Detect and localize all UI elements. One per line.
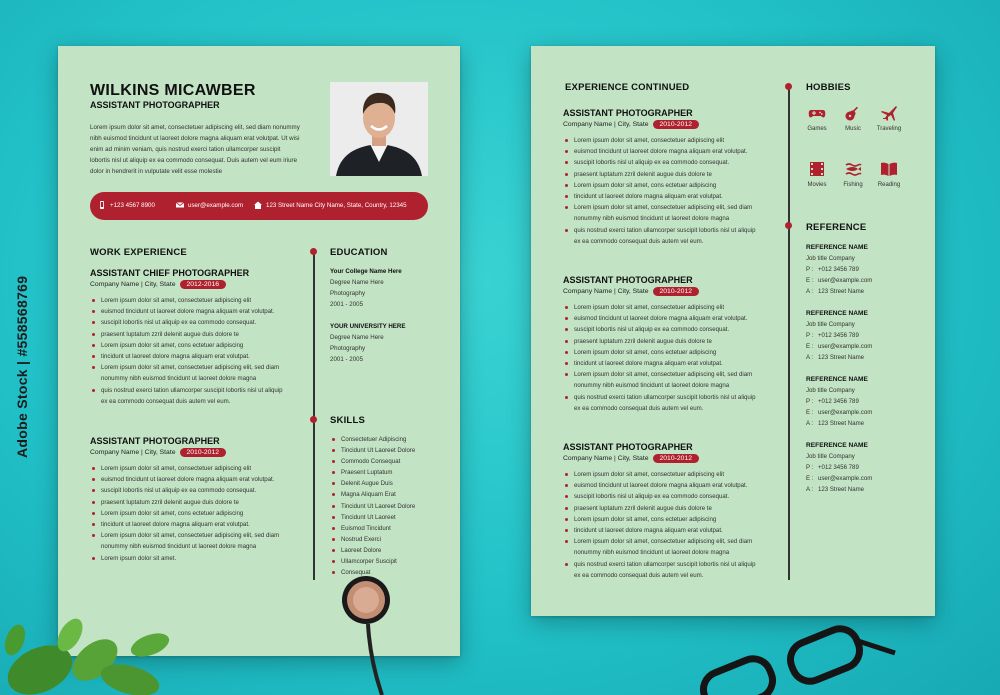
candidate-name: WILKINS MICAWBER	[90, 82, 256, 99]
job-bullet: ex ea commodo consequat duis autem vel eum.	[574, 237, 704, 245]
reference-name: REFERENCE NAME	[806, 442, 868, 449]
job-company-line	[563, 454, 778, 463]
job-bullet: nonummy nibh euismod tincidunt ut laoreet dolore magna	[574, 549, 730, 557]
envelope-icon	[176, 201, 184, 209]
contact-phone-text: +123 4567 8900	[110, 201, 155, 209]
reference-job: Job title Company	[806, 321, 855, 328]
reference-email-key: E :	[806, 409, 814, 416]
job-bullet: Lorem ipsum dolor sit amet, cons ectetuer adipiscing	[563, 514, 778, 525]
reference-email: user@example.com	[818, 409, 873, 416]
reference-address-key: A :	[806, 288, 814, 295]
work-experience-heading: WORK EXPERIENCE	[90, 247, 187, 258]
continued-job-entry-1	[563, 108, 778, 247]
reference-phone-row	[806, 462, 926, 473]
skill-item: Commodo Consequat	[330, 456, 455, 467]
job-bullet: Lorem ipsum dolor sit amet, consectetuer adipiscing elit, sed diam	[563, 202, 778, 213]
intro-paragraph: Lorem ipsum dolor sit amet, consectetuer adipiscing elit, sed diam nonummy nibh euismod tincidunt ut laoreet dolore magna aliquam erat volutpat. Ut wisi enim ad minim veniam, quis nostrud exerci tation ullamcorper suscipit lobortis nisl ut aliquip ex ea commodo consequat. Duis autem vel eum iriure dolor in hendrerit in vulputate velit esse molestie	[90, 124, 300, 175]
phone-icon	[98, 201, 106, 209]
reference-address-row	[806, 286, 926, 297]
divider-dot	[785, 83, 792, 90]
skill-item: Magna Aliquam Erat	[330, 489, 455, 500]
job-bullet: nonummy nibh euismod tincidunt ut laoreet dolore magna	[101, 543, 257, 551]
reference-address: 123 Street Name	[818, 288, 865, 295]
reference-entry-3	[806, 374, 926, 429]
reference-email-key: E :	[806, 475, 814, 482]
skill-item: Tincidunt Ut Laoreet Dolore	[330, 501, 455, 512]
skill-item: Tincidunt Ut Laoreet	[330, 512, 455, 523]
contact-bar	[90, 192, 428, 220]
reference-phone-row	[806, 264, 926, 275]
reference-email-row	[806, 473, 926, 484]
job-bullet: suscipit lobortis nisl ut aliquip ex ea commodo consequat.	[90, 485, 300, 496]
column-divider	[788, 88, 790, 580]
job-date-badge: 2012-2016	[180, 280, 227, 289]
job-bullet-list	[90, 463, 300, 564]
hobby-games	[799, 104, 835, 132]
job-bullet-list	[563, 135, 778, 247]
reference-job: Job title Company	[806, 453, 855, 460]
job-bullet: tincidunt ut laoreet dolore magna aliquam erat volutpat.	[563, 191, 778, 202]
job-title: ASSISTANT PHOTOGRAPHER	[563, 442, 693, 452]
reference-address: 123 Street Name	[818, 354, 865, 361]
job-bullet: praesent luptatum zzril delenit augue duis dolore te	[90, 497, 300, 508]
job-date-badge: 2010-2012	[653, 454, 700, 463]
contact-address-text: 123 Street Name City Name, State, Country, 12345	[266, 201, 407, 209]
job-bullet: quis nostrud exerci tation ullamcorper suscipit lobortis nisl ut aliquip	[563, 559, 778, 570]
job-date-badge: 2010-2012	[653, 287, 700, 296]
job-bullet: tincidunt ut laoreet dolore magna aliquam erat volutpat.	[563, 525, 778, 536]
hobby-fishing	[835, 160, 871, 188]
reference-name: REFERENCE NAME	[806, 244, 868, 251]
reference-email-row	[806, 275, 926, 286]
job-entry-2	[90, 436, 300, 564]
hobby-label: Fishing	[843, 182, 863, 188]
reference-email: user@example.com	[818, 343, 873, 350]
hobby-label: Games	[807, 126, 827, 132]
reference-phone-key: P :	[806, 464, 814, 471]
contact-phone	[98, 201, 155, 209]
hobby-traveling	[871, 104, 907, 132]
job-bullet: Lorem ipsum dolor sit amet, consectetuer adipiscing elit, sed diam	[90, 362, 300, 373]
reference-address-row	[806, 484, 926, 495]
job-bullet: Lorem ipsum dolor sit amet, consectetuer adipiscing elit	[563, 302, 778, 313]
skill-item: Praesent Luptatum	[330, 467, 455, 478]
reference-entry-1	[806, 242, 926, 297]
job-bullet: Lorem ipsum dolor sit amet, cons ectetuer adipiscing	[90, 340, 300, 351]
hobby-music	[835, 104, 871, 132]
job-company-line	[563, 120, 778, 129]
reference-phone: +012 3456 789	[818, 464, 859, 471]
skill-item: Consectetuer Adipiscing	[330, 434, 455, 445]
job-company: Company Name | City, State	[563, 288, 649, 295]
job-title: ASSISTANT PHOTOGRAPHER	[90, 436, 220, 446]
job-bullet: Lorem ipsum dolor sit amet, consectetuer adipiscing elit, sed diam	[563, 369, 778, 380]
reference-address-key: A :	[806, 486, 814, 493]
profile-photo	[330, 82, 428, 176]
job-title: ASSISTANT PHOTOGRAPHER	[563, 275, 693, 285]
reference-email: user@example.com	[818, 475, 873, 482]
reference-phone-key: P :	[806, 332, 814, 339]
reference-entry-2	[806, 308, 926, 363]
book-icon	[880, 160, 898, 178]
education-school: Your College Name Here	[330, 268, 402, 275]
guitar-icon	[844, 104, 862, 122]
job-bullet-list	[90, 295, 300, 407]
hobby-reading	[871, 160, 907, 188]
hobby-movies	[799, 160, 835, 188]
candidate-role: ASSISTANT PHOTOGRAPHER	[90, 100, 220, 110]
reference-email-row	[806, 407, 926, 418]
reference-address: 123 Street Name	[818, 420, 865, 427]
airplane-icon	[880, 104, 898, 122]
job-bullet: euismod tincidunt ut laoreet dolore magna aliquam erat volutpat.	[90, 306, 300, 317]
job-bullet: quis nostrud exerci tation ullamcorper suscipit lobortis nisl ut aliquip	[563, 225, 778, 236]
job-bullet: Lorem ipsum dolor sit amet, cons ectetuer adipiscing	[563, 180, 778, 191]
job-company: Company Name | City, State	[563, 455, 649, 462]
job-date-badge: 2010-2012	[180, 448, 227, 457]
job-bullet: ex ea commodo consequat duis autem vel eum.	[101, 397, 231, 405]
job-company: Company Name | City, State	[90, 281, 176, 288]
home-icon	[254, 201, 262, 209]
contact-email-text: user@example.com	[188, 201, 244, 209]
job-bullet: nonummy nibh euismod tincidunt ut laoreet dolore magna	[574, 215, 730, 223]
resume-page-2	[531, 46, 935, 616]
divider-dot	[310, 248, 317, 255]
job-bullet: Lorem ipsum dolor sit amet, consectetuer adipiscing elit	[563, 135, 778, 146]
reference-email-key: E :	[806, 343, 814, 350]
reference-job: Job title Company	[806, 387, 855, 394]
reference-phone-key: P :	[806, 266, 814, 273]
education-degree: Degree Name Here	[330, 334, 384, 341]
education-degree: Degree Name Here	[330, 279, 384, 286]
reference-phone-key: P :	[806, 398, 814, 405]
contact-address	[254, 201, 407, 209]
job-bullet: Lorem ipsum dolor sit amet, consectetuer adipiscing elit	[90, 295, 300, 306]
job-bullet: Lorem ipsum dolor sit amet, consectetuer adipiscing elit, sed diam	[90, 530, 300, 541]
education-heading: EDUCATION	[330, 247, 388, 258]
hobby-label: Reading	[877, 182, 901, 188]
reference-email: user@example.com	[818, 277, 873, 284]
gamepad-icon	[808, 104, 826, 122]
job-bullet: tincidunt ut laoreet dolore magna aliquam erat volutpat.	[90, 519, 300, 530]
education-entry-2	[330, 321, 450, 365]
basil-plant-decoration	[0, 600, 190, 695]
job-bullet: nonummy nibh euismod tincidunt ut laoreet dolore magna	[574, 382, 730, 390]
stock-watermark: Adobe Stock | #558568769	[14, 275, 30, 458]
job-company-line	[563, 287, 778, 296]
job-bullet-list	[563, 469, 778, 581]
job-bullet: suscipit lobortis nisl ut aliquip ex ea commodo consequat.	[563, 157, 778, 168]
education-years: 2001 - 2005	[330, 356, 364, 363]
job-company: Company Name | City, State	[563, 121, 649, 128]
job-bullet: Lorem ipsum dolor sit amet, consectetuer adipiscing elit	[563, 469, 778, 480]
job-bullet: nonummy nibh euismod tincidunt ut laoreet dolore magna	[101, 375, 257, 383]
job-bullet: Lorem ipsum dolor sit amet, consectetuer adipiscing elit, sed diam	[563, 536, 778, 547]
skill-item: Nostrud Exerci	[330, 534, 455, 545]
job-bullet: praesent luptatum zzril delenit augue duis dolore te	[563, 169, 778, 180]
reference-address: 123 Street Name	[818, 486, 865, 493]
skill-item: Delenit Augue Duis	[330, 478, 455, 489]
fish-icon	[844, 160, 862, 178]
job-bullet: euismod tincidunt ut laoreet dolore magna aliquam erat volutpat.	[563, 480, 778, 491]
continued-job-entry-3	[563, 442, 778, 581]
skills-list	[330, 434, 455, 578]
reference-name: REFERENCE NAME	[806, 376, 868, 383]
skill-item: Tincidunt Ut Laoreet Dolore	[330, 445, 455, 456]
reference-address-key: A :	[806, 420, 814, 427]
job-bullet: suscipit lobortis nisl ut aliquip ex ea commodo consequat.	[563, 491, 778, 502]
skill-item: Laoreet Dolore	[330, 545, 455, 556]
job-date-badge: 2010-2012	[653, 120, 700, 129]
job-bullet: praesent luptatum zzril delenit augue duis dolore te	[563, 503, 778, 514]
film-icon	[808, 160, 826, 178]
eyeglasses-decoration	[695, 625, 900, 695]
education-field: Photography	[330, 345, 366, 352]
contact-email	[176, 201, 243, 209]
job-entry-1	[90, 268, 300, 407]
job-bullet: tincidunt ut laoreet dolore magna aliquam erat volutpat.	[90, 351, 300, 362]
reference-heading: REFERENCE	[806, 222, 867, 233]
reference-phone: +012 3456 789	[818, 266, 859, 273]
reference-phone-row	[806, 330, 926, 341]
reference-phone-row	[806, 396, 926, 407]
job-bullet: suscipit lobortis nisl ut aliquip ex ea commodo consequat.	[90, 317, 300, 328]
reference-address-key: A :	[806, 354, 814, 361]
divider-dot	[310, 416, 317, 423]
job-bullet: ex ea commodo consequat duis autem vel eum.	[574, 571, 704, 579]
reference-phone: +012 3456 789	[818, 398, 859, 405]
reference-email-row	[806, 341, 926, 352]
skill-item: Ullamcorper Suscipit	[330, 556, 455, 567]
continued-job-entry-2	[563, 275, 778, 414]
job-bullet-list	[563, 302, 778, 414]
reference-name: REFERENCE NAME	[806, 310, 868, 317]
job-bullet: praesent luptatum zzril delenit augue duis dolore te	[90, 329, 300, 340]
job-company: Company Name | City, State	[90, 449, 176, 456]
hobby-label: Music	[845, 126, 861, 132]
reference-address-row	[806, 418, 926, 429]
job-bullet: euismod tincidunt ut laoreet dolore magna aliquam erat volutpat.	[90, 474, 300, 485]
hobby-label: Movies	[807, 182, 827, 188]
education-years: 2001 - 2005	[330, 301, 364, 308]
job-company-line	[90, 280, 300, 289]
education-field: Photography	[330, 290, 366, 297]
job-bullet: praesent luptatum zzril delenit augue duis dolore te	[563, 336, 778, 347]
skill-item: Consequat	[330, 567, 455, 578]
skills-heading: SKILLS	[330, 415, 365, 426]
job-bullet: suscipit lobortis nisl ut aliquip ex ea commodo consequat.	[563, 324, 778, 335]
job-bullet: euismod tincidunt ut laoreet dolore magna aliquam erat volutpat.	[563, 313, 778, 324]
job-bullet: Lorem ipsum dolor sit amet.	[90, 553, 300, 564]
job-bullet: Lorem ipsum dolor sit amet, cons ectetuer adipiscing	[563, 347, 778, 358]
hobby-label: Traveling	[876, 126, 902, 132]
education-school: YOUR UNIVERSITY HERE	[330, 323, 406, 330]
reference-phone: +012 3456 789	[818, 332, 859, 339]
reference-job: Job title Company	[806, 255, 855, 262]
camera-lens-decoration	[340, 570, 410, 695]
reference-entry-4	[806, 440, 926, 495]
job-bullet: Lorem ipsum dolor sit amet, cons ectetuer adipiscing	[90, 508, 300, 519]
experience-continued-heading: EXPERIENCE CONTINUED	[565, 82, 690, 93]
job-bullet: Lorem ipsum dolor sit amet, consectetuer adipiscing elit	[90, 463, 300, 474]
job-bullet: euismod tincidunt ut laoreet dolore magna aliquam erat volutpat.	[563, 146, 778, 157]
job-title: ASSISTANT PHOTOGRAPHER	[563, 108, 693, 118]
education-entry-1	[330, 266, 450, 310]
job-bullet: quis nostrud exerci tation ullamcorper suscipit lobortis nisl ut aliquip	[563, 392, 778, 403]
job-bullet: tincidunt ut laoreet dolore magna aliquam erat volutpat.	[563, 358, 778, 369]
job-title: ASSISTANT CHIEF PHOTOGRAPHER	[90, 268, 250, 278]
job-bullet: ex ea commodo consequat duis autem vel eum.	[574, 404, 704, 412]
skill-item: Euismod Tincidunt	[330, 523, 455, 534]
reference-email-key: E :	[806, 277, 814, 284]
hobbies-heading: HOBBIES	[806, 82, 851, 93]
resume-page-1	[58, 46, 460, 656]
job-company-line	[90, 448, 300, 457]
job-bullet: quis nostrud exerci tation ullamcorper suscipit lobortis nisl ut aliquip	[90, 385, 300, 396]
reference-address-row	[806, 352, 926, 363]
divider-dot	[785, 222, 792, 229]
